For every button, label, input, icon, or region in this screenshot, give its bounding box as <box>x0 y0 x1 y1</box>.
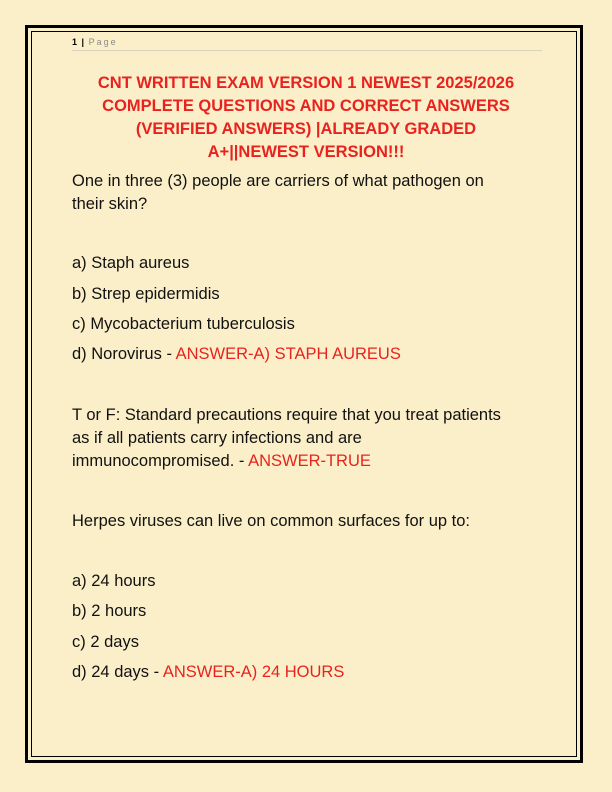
q1-answer: ANSWER-A) STAPH AUREUS <box>175 345 401 363</box>
q3-option-b: b) 2 hours <box>72 602 147 620</box>
q3-option-d-line <box>72 661 344 684</box>
q1-option-a: a) Staph aureus <box>72 254 190 272</box>
page-header <box>72 36 542 51</box>
q2-text-line-2: as if all patients carry infections and are <box>72 429 362 447</box>
q2-text-line-3-wrap <box>72 450 371 473</box>
q3-text-line-1: Herpes viruses can live on common surfaces for up to: <box>72 512 471 530</box>
q3-option-a: a) 24 hours <box>72 572 156 590</box>
q2-text-line-3: immunocompromised. - <box>72 452 249 470</box>
page-word: Page <box>88 37 118 47</box>
title-line-4: A+||NEWEST VERSION!!! <box>207 143 405 161</box>
q2-text-line-1: T or F: Standard precautions require that you treat patients <box>72 406 501 424</box>
title-line-1: CNT WRITTEN EXAM VERSION 1 NEWEST 2025/2026 <box>97 74 515 92</box>
q1-text-line-1: One in three (3) people are carriers of what pathogen on <box>72 172 484 190</box>
q1-option-d: d) Norovirus - <box>72 345 176 363</box>
q3-answer: ANSWER-A) 24 HOURS <box>162 663 345 681</box>
q2-answer: ANSWER-TRUE <box>248 452 371 470</box>
q1-option-c: c) Mycobacterium tuberculosis <box>72 315 295 333</box>
q3-option-d: d) 24 days - <box>72 663 163 681</box>
q1-option-b: b) Strep epidermidis <box>72 285 220 303</box>
title-line-3: (VERIFIED ANSWERS) |ALREADY GRADED <box>135 120 477 138</box>
page-number: 1 <box>72 37 78 47</box>
q3-option-c: c) 2 days <box>72 633 139 651</box>
page-separator: | <box>81 37 85 47</box>
document-title <box>60 72 552 164</box>
q1-option-d-line <box>72 343 401 366</box>
q1-text-line-2: their skin? <box>72 195 148 213</box>
title-line-2: COMPLETE QUESTIONS AND CORRECT ANSWERS <box>102 97 510 115</box>
